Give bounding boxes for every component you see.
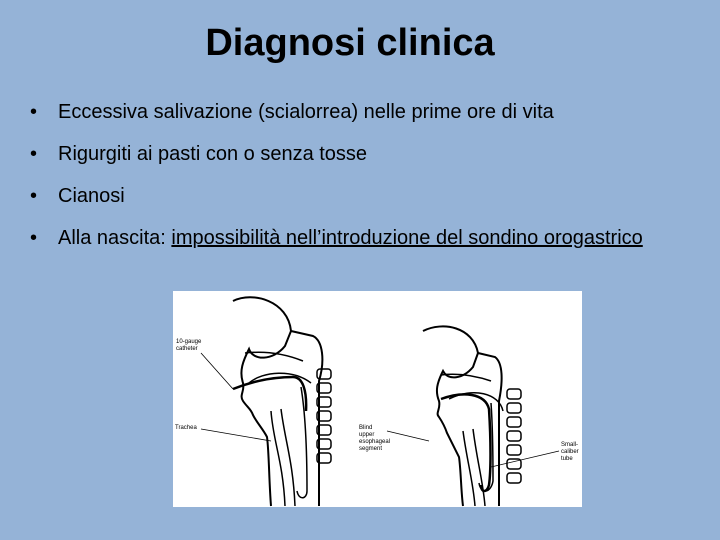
anatomy-illustration bbox=[173, 291, 582, 507]
bullet-icon: • bbox=[30, 227, 38, 249]
bullet-text: Eccessiva salivazione (scialorrea) nelle prime ore di vita bbox=[58, 101, 554, 123]
label-tube-line3: tube bbox=[561, 456, 573, 462]
bullet-text: Rigurgiti ai pasti con o senza tosse bbox=[58, 143, 368, 165]
right-labels bbox=[387, 431, 559, 467]
right-airway bbox=[449, 393, 503, 506]
bullet-item bbox=[30, 100, 690, 124]
bullet-item bbox=[30, 184, 690, 208]
bullet-list bbox=[30, 100, 690, 268]
bullet-icon: • bbox=[30, 101, 38, 123]
label-catheter-line2: catheter bbox=[176, 346, 198, 352]
label-tube-line1: Small- bbox=[561, 442, 579, 448]
slide-title: Diagnosi clinica bbox=[205, 22, 495, 64]
label-trachea: Trachea bbox=[175, 425, 197, 431]
label-tube-line2: caliber bbox=[561, 449, 579, 455]
bullet-underlined-text: impossibilità nell’introduzione del sondino orogastrico bbox=[171, 227, 643, 249]
label-blind-line2: upper bbox=[359, 432, 375, 438]
left-airway bbox=[271, 387, 307, 506]
bullet-icon: • bbox=[30, 185, 38, 207]
right-tube bbox=[441, 394, 491, 491]
label-catheter-line1: 10-gauge bbox=[176, 339, 202, 345]
bullet-text: Cianosi bbox=[58, 185, 125, 207]
bullet-item bbox=[30, 226, 690, 250]
left-head-outline bbox=[233, 297, 322, 506]
bullet-icon: • bbox=[30, 143, 38, 165]
right-vertebrae bbox=[507, 389, 521, 483]
bullet-prefix: Alla nascita: bbox=[58, 227, 172, 249]
esophageal-atresia-diagram bbox=[173, 291, 582, 507]
bullet-item bbox=[30, 142, 690, 166]
label-blind-line4: segment bbox=[359, 446, 383, 452]
label-blind-line3: esophageal bbox=[359, 439, 391, 445]
left-catheter bbox=[233, 377, 306, 411]
label-blind-line1: Blind bbox=[359, 425, 373, 431]
